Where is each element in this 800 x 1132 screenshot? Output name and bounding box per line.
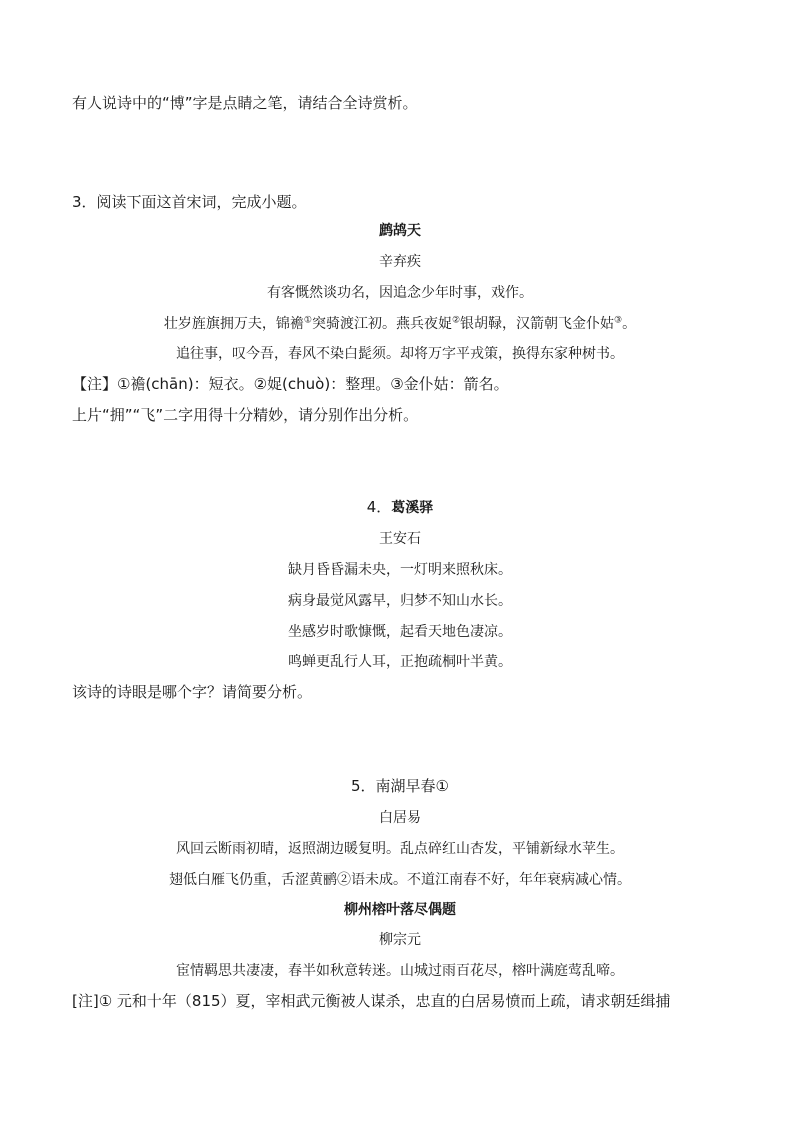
q4-poem-line-2: 病身最觉风露早，归梦不知山水长。 bbox=[288, 593, 512, 609]
q3-line1-part-a: 壮岁旌旗拥万夫，锦襜 bbox=[163, 316, 304, 332]
note-marker-2: ② bbox=[451, 315, 461, 326]
q5-poem2-title: 柳州榕叶落尽偶题 bbox=[344, 902, 456, 918]
q2-prompt: 有人说诗中的“博”字是点睛之笔，请结合全诗赏析。 bbox=[72, 94, 418, 112]
q5-poem-author: 白居易 bbox=[379, 810, 421, 826]
q5-note: [注]① 元和十年（815）夏，宰相武元衡被人谋杀，忠直的白居易愤而上疏，请求朝廷缉捕 bbox=[72, 992, 671, 1010]
q3-poem-author: 辛弃疾 bbox=[379, 254, 421, 270]
q4-poem-title bbox=[0, 500, 800, 515]
q3-line1-part-c: 银胡䩮，汉箭朝飞金仆姑 bbox=[460, 316, 615, 332]
q4-poem-line-4: 鸣蝉更乱行人耳，正抱疏桐叶半黄。 bbox=[288, 654, 512, 670]
q4-poem-author: 王安石 bbox=[379, 531, 421, 547]
q4-title-text: 葛溪驿 bbox=[391, 500, 434, 516]
q5-poem2-line: 宦情羁思共凄凄，春半如秋意转迷。山城过雨百花尽，榕叶满庭莺乱啼。 bbox=[176, 963, 624, 979]
q5-poem-line-2: 翅低白雁飞仍重，舌涩黄鹂②语未成。不道江南春不好，年年衰病减心情。 bbox=[169, 872, 631, 888]
q3-poem-line-2: 追往事，叹今吾，春风不染白髭须。却将万字平戎策，换得东家种树书。 bbox=[176, 346, 624, 362]
q3-poem-line-1 bbox=[0, 317, 800, 331]
q3-line1-part-d: 。 bbox=[622, 316, 637, 332]
note-marker-3: ③ bbox=[614, 315, 623, 326]
q5-poem2-author: 柳宗元 bbox=[379, 932, 421, 948]
q4-prompt: 该诗的诗眼是哪个字？请简要分析。 bbox=[72, 683, 313, 701]
q3-poem-title: 鹧鸪天 bbox=[379, 223, 421, 239]
q3-preface: 有客慨然谈功名，因追念少年时事，戏作。 bbox=[267, 285, 533, 301]
q4-poem-line-3: 坐感岁时歌慷慨，起看天地色凄凉。 bbox=[288, 624, 512, 640]
q4-number: 4． bbox=[366, 498, 392, 516]
q3-prompt: 上片“拥”“飞”二字用得十分精妙，请分别作出分析。 bbox=[72, 406, 419, 424]
q5-poem-line-1: 风回云断雨初晴，返照湖边暖复明。乱点碎红山杏发，平铺新绿水苹生。 bbox=[176, 841, 624, 857]
q4-poem-line-1: 缺月昏昏漏未央，一灯明来照秋床。 bbox=[288, 562, 512, 578]
note-marker-1: ① bbox=[303, 315, 312, 326]
q3-line1-part-b: 突骑渡江初。燕兵夜娖 bbox=[311, 316, 452, 332]
q3-heading: 3．阅读下面这首宋词，完成小题。 bbox=[72, 193, 307, 211]
q5-poem-title: 5．南湖早春① bbox=[351, 777, 449, 795]
q3-note: 【注】①襜(chān)：短衣。②娖(chuò)：整理。③金仆姑：箭名。 bbox=[72, 375, 509, 393]
